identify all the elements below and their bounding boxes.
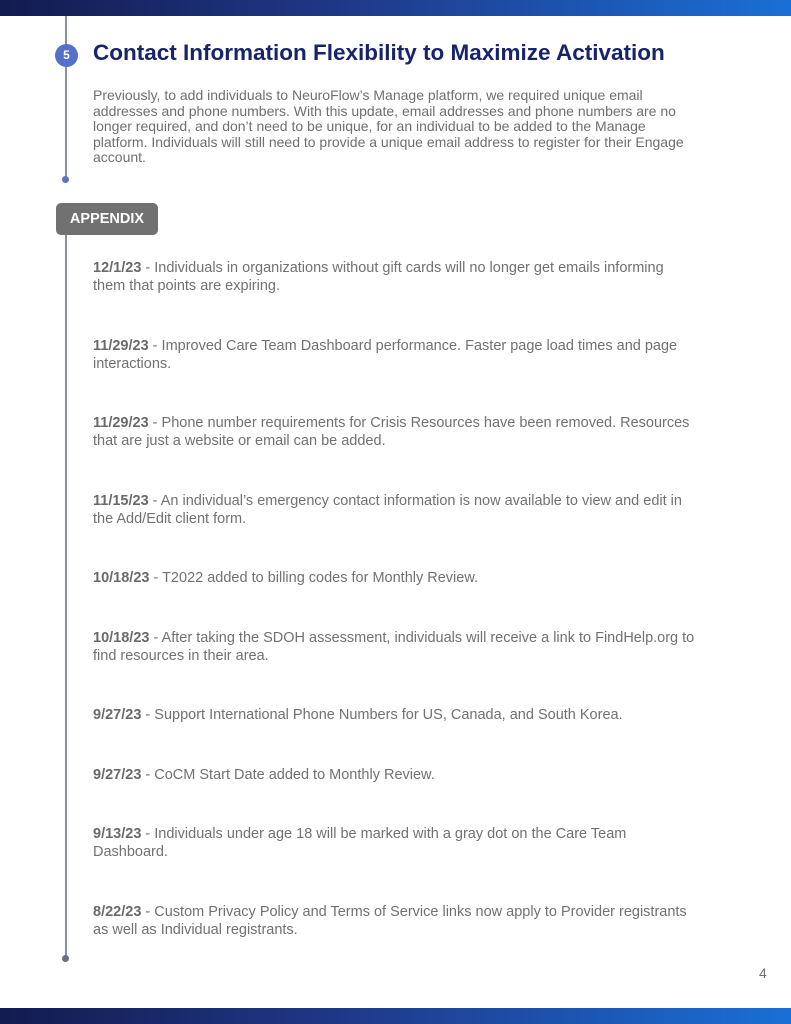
entry-text: - CoCM Start Date added to Monthly Review. [141, 767, 435, 783]
entry-text: - Support International Phone Numbers for US, Canada, and South Korea. [141, 707, 623, 723]
entry-date: 9/13/23 [93, 826, 142, 842]
timeline-dot-section-end [62, 176, 69, 183]
section-body: Previously, to add individuals to NeuroFlow’s Manage platform, we required unique email addresses and phone numbers. With this update, email addresses and phone numbers are no longer required, and don’t need to be unique, for an individual to be added to the Manage platform. Individuals will still need to provide a unique email address to register for their Engage account. [93, 87, 684, 165]
appendix-label: APPENDIX [56, 203, 158, 235]
entry-date: 10/18/23 [93, 630, 150, 646]
entry-date: 12/1/23 [93, 260, 142, 276]
appendix-entry [93, 337, 698, 373]
appendix-entry [93, 569, 698, 587]
entry-date: 11/15/23 [93, 493, 149, 509]
appendix-entry [93, 706, 698, 724]
appendix-entry [93, 492, 698, 528]
entry-text: - T2022 added to billing codes for Monthly Review. [149, 570, 479, 586]
timeline-line-appendix [65, 235, 67, 959]
entry-text: - After taking the SDOH assessment, individuals will receive a link to FindHelp.org to find resources in their area. [93, 630, 695, 664]
entry-date: 10/18/23 [93, 570, 150, 586]
header-gradient-band [0, 0, 791, 16]
entry-date: 9/27/23 [93, 767, 142, 783]
appendix-entry [93, 629, 698, 665]
timeline-dot-appendix-end [62, 955, 69, 962]
appendix-entry [93, 259, 698, 295]
section-number-badge: 5 [55, 44, 78, 67]
entry-text: - Individuals in organizations without gift cards will no longer get emails informing them that points are expiring. [93, 260, 664, 294]
page-number: 4 [759, 965, 767, 981]
appendix-entry [93, 903, 698, 939]
entry-date: 11/29/23 [93, 415, 149, 431]
entry-date: 11/29/23 [93, 338, 149, 354]
entry-text: - Phone number requirements for Crisis Resources have been removed. Resources that are just a website or email can be added. [93, 415, 690, 449]
appendix-entry [93, 766, 698, 784]
entry-date: 8/22/23 [93, 904, 142, 920]
section-title: Contact Information Flexibility to Maximize Activation [93, 40, 665, 65]
timeline-line-section [65, 16, 67, 180]
entry-date: 9/27/23 [93, 707, 142, 723]
appendix-entry [93, 825, 698, 861]
appendix-entry [93, 414, 698, 450]
entry-text: - Individuals under age 18 will be marked with a gray dot on the Care Team Dashboard. [93, 826, 627, 860]
entry-text: - An individual’s emergency contact information is now available to view and edit in the Add/Edit client form. [93, 493, 682, 527]
entry-text: - Custom Privacy Policy and Terms of Service links now apply to Provider registrants as well as Individual registrants. [93, 904, 687, 938]
entry-text: - Improved Care Team Dashboard performance. Faster page load times and page interactions. [93, 338, 678, 372]
footer-gradient-band [0, 1008, 791, 1024]
